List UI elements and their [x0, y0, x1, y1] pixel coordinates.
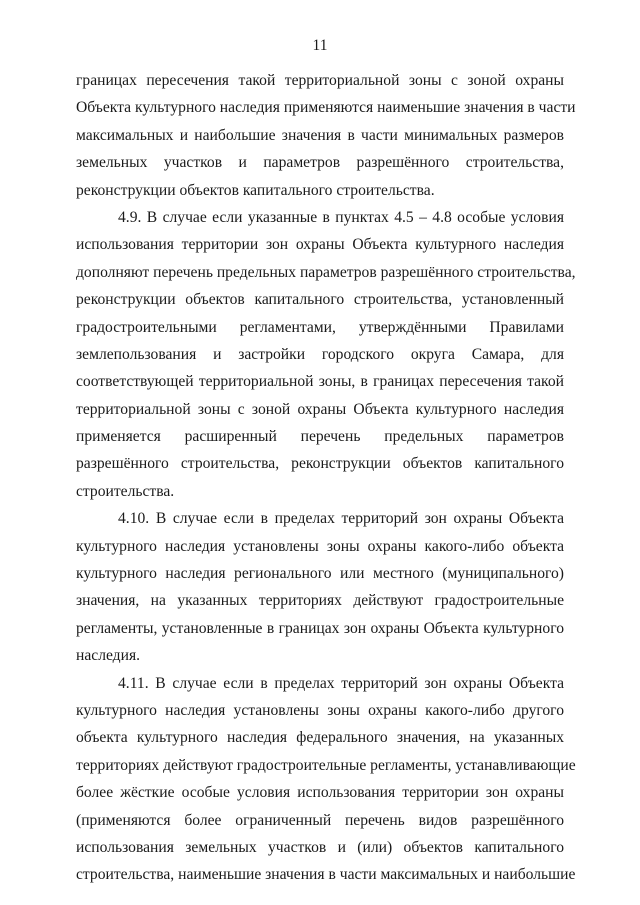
text-line: 4.9. В случае если указанные в пунктах 4.5 – 4.8 особые условия — [118, 208, 564, 226]
text-line: значения, на указанных территориях действуют градостроительные — [76, 592, 564, 610]
document-body — [76, 67, 576, 889]
text-line: более жёсткие особые условия использования территории зон охраны — [76, 784, 564, 802]
text-line: дополняют перечень предельных параметров разрешённого строительства, — [76, 263, 576, 281]
text-line: градостроительными регламентами, утверждёнными Правилами — [76, 318, 564, 336]
paragraph-4-10 — [76, 505, 564, 669]
text-line: строительства. — [76, 482, 175, 500]
text-line: культурного наследия регионального или местного (муниципального) — [76, 565, 564, 583]
text-line: разрешённого строительства, реконструкции объектов капитального — [76, 455, 564, 473]
text-line: (применяются более ограниченный перечень видов разрешённого — [76, 811, 564, 829]
text-line: территориях действуют градостроительные регламенты, устанавливающие — [76, 756, 576, 774]
text-line: наследия. — [76, 647, 141, 665]
text-line: культурного наследия установлены зоны охраны какого-либо другого — [76, 701, 564, 719]
text-line: объекта культурного наследия федерального значения, на указанных — [76, 729, 564, 747]
text-line: земельных участков и параметров разрешённого строительства, — [76, 154, 564, 172]
text-line: максимальных и наибольшие значения в части минимальных размеров — [76, 126, 564, 144]
text-line: землепользования и застройки городского округа Самара, для — [76, 345, 564, 363]
text-line: 4.10. В случае если в пределах территорий зон охраны Объекта — [118, 510, 564, 528]
paragraph-4-9 — [76, 204, 576, 505]
text-line: реконструкции объектов капитального строительства, установленный — [76, 291, 564, 309]
text-line: соответствующей территориальной зоны, в границах пересечения такой — [76, 373, 564, 391]
text-line: 4.11. В случае если в пределах территорий зон охраны Объекта — [118, 674, 564, 692]
text-line: использования территории зон охраны Объекта культурного наследия — [76, 236, 564, 254]
text-line: использования земельных участков и (или) объектов капитального — [76, 838, 564, 856]
text-line: реконструкции объектов капитального строительства. — [76, 181, 435, 199]
paragraph-continuation — [76, 67, 576, 204]
text-line: территориальной зоны с зоной охраны Объекта культурного наследия — [76, 400, 564, 418]
paragraph-4-11 — [76, 670, 576, 889]
text-line: культурного наследия установлены зоны охраны какого-либо объекта — [76, 537, 564, 555]
text-line: строительства, наименьшие значения в части максимальных и наибольшие — [76, 866, 576, 884]
text-line: применяется расширенный перечень предельных параметров — [76, 428, 564, 446]
text-line: границах пересечения такой территориальной зоны с зоной охраны — [76, 72, 564, 89]
text-line: Объекта культурного наследия применяются наименьшие значения в части — [76, 99, 576, 117]
page-number: 11 — [312, 37, 328, 54]
text-line: регламенты, установленные в границах зон охраны Объекта культурного — [76, 619, 564, 637]
